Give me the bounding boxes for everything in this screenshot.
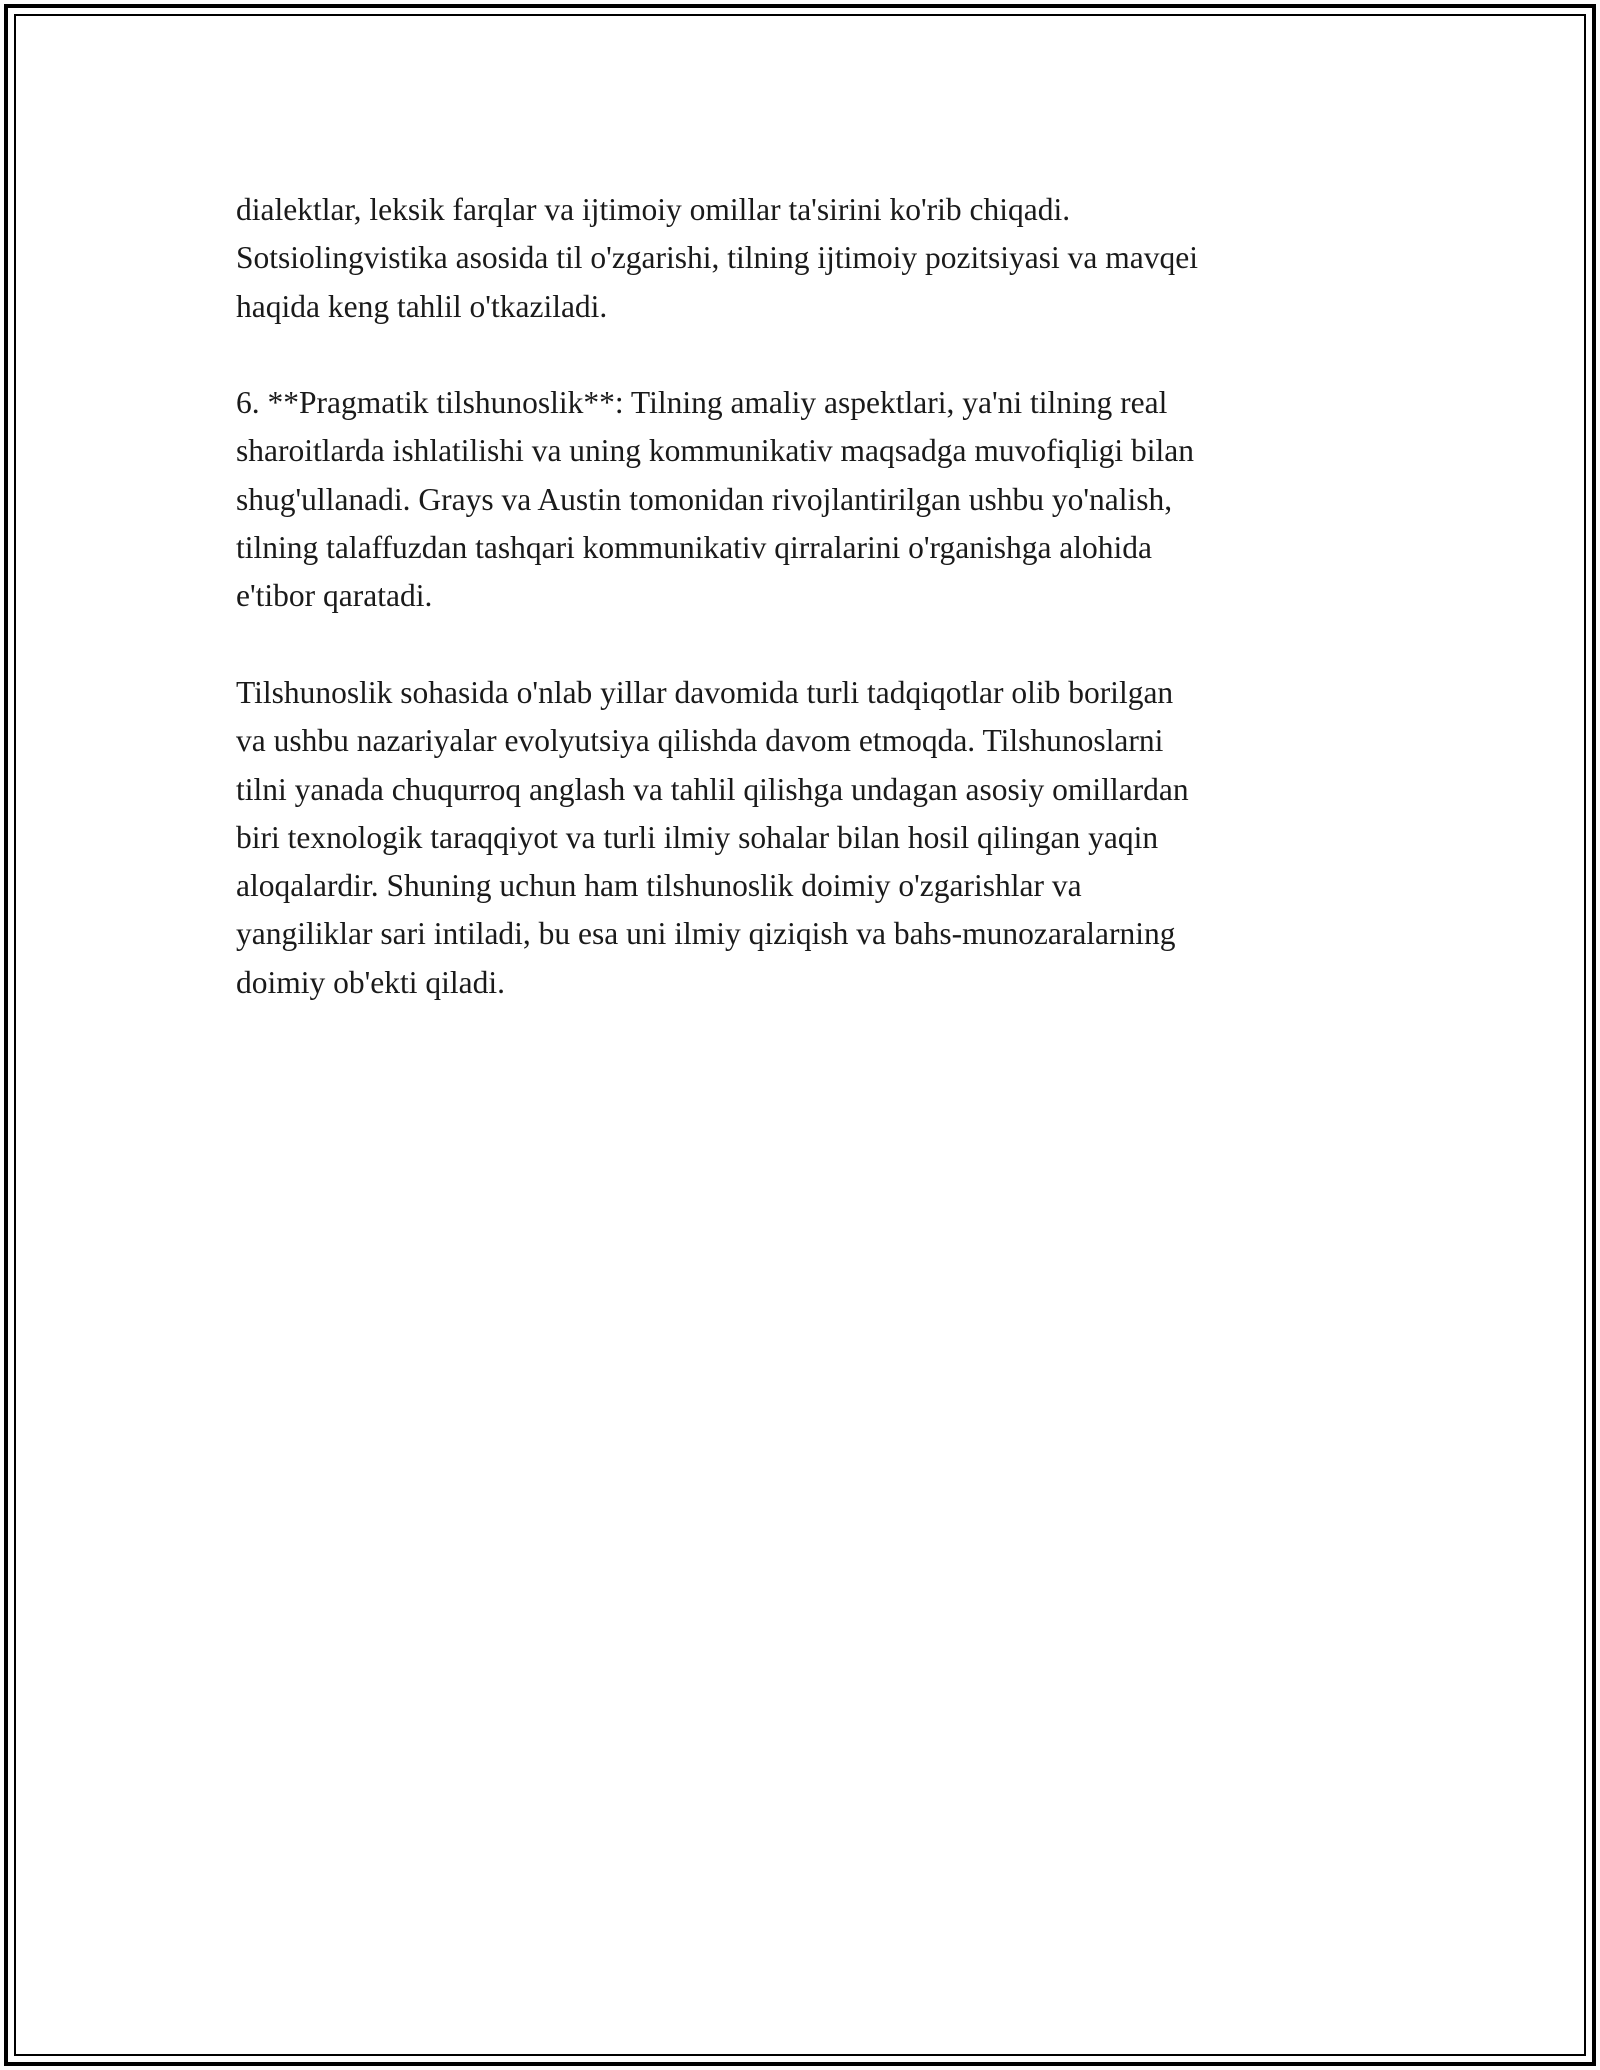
document-body [236,186,1376,1055]
paragraph-pragmatic-linguistics: 6. **Pragmatik tilshunoslik**: Tilning amaliy aspektlari, ya'ni tilning real sharoitlarda ishlatilishi va uning kommunikativ maqsadga muvofiqligi bilan shug'ullanadi. Grays va Austin tomonidan rivojlantirilgan ushbu yo'nalish, tilning talaffuzdan tashqari kommunikativ qirralarini o'rganishga alohida e'tibor qaratadi. [236,385,1194,614]
paragraph-conclusion: Tilshunoslik sohasida o'nlab yillar davomida turli tadqiqotlar olib borilgan va ushbu nazariyalar evolyutsiya qilishda davom etmoqda. Tilshunoslarni tilni yanada chuqurroq anglash va tahlil qilishga undagan asosiy omillardan biri texnologik taraqqiyot va turli ilmiy sohalar bilan hosil qilingan yaqin aloqalardir. Shuning uchun ham tilshunoslik doimiy o'zgarishlar va yangiliklar sari intiladi, bu esa uni ilmiy qiziqish va bahs-munozaralarning doimiy ob'ekti qiladi. [236,674,1189,1000]
paragraph-sociolinguistics-continuation: dialektlar, leksik farqlar va ijtimoiy omillar ta'sirini ko'rib chiqadi. Sotsiolingvistika asosida til o'zgarishi, tilning ijtimoiy pozitsiyasi va mavqei haqida keng tahlil o'tkaziladi. [236,192,1198,324]
